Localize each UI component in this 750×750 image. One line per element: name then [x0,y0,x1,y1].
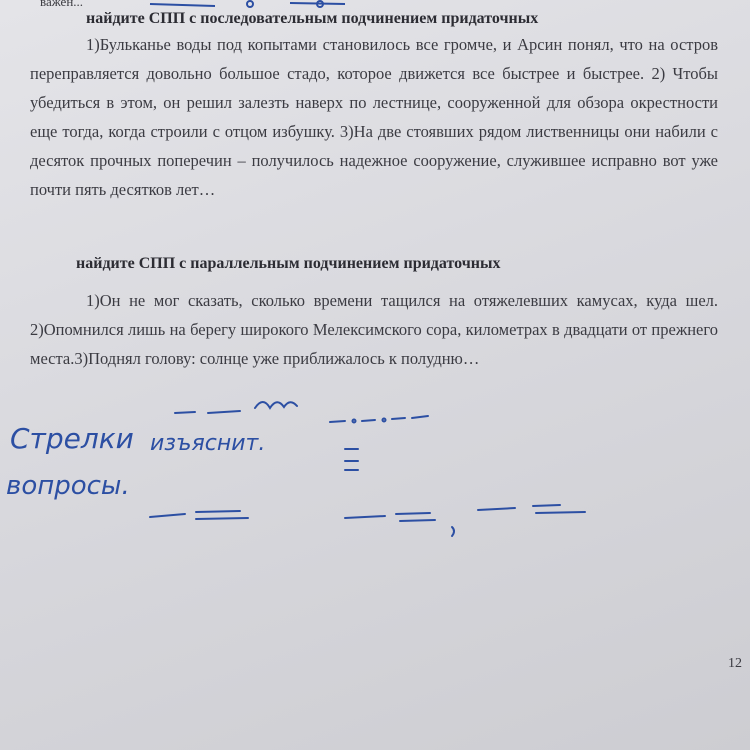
top-ink-marks [150,1,345,7]
handwriting-word-3: вопросы. [6,471,130,501]
section-2-heading: найдите СПП с параллельным подчинением придаточных [76,255,501,272]
scheme-marks [150,402,585,536]
section-1-heading: найдите СПП с последовательным подчинением придаточных [86,10,539,27]
handwriting-word-2: изъяснит. [150,431,266,456]
section-1-text: 1)Бульканье воды под копытами становилось все громче, и Арсин понял, что на остров переправляется довольно большое стадо, которое движется все быстрее и быстрее. 2) Чтобы убедиться в этом, он решил залезть наверх по лестнице, сооруженной для обзора окрестности еще тогда, когда строили с отцом избушку. 3)На две стоявших рядом лиственницы они набили с десяток прочных поперечин – получилось надежное сооружение, служившее исправно вот уже почти пять десятков лет… [30,35,718,199]
section-2-text: 1)Он не мог сказать, сколько времени тащился на отяжелевших камусах, куда шел. 2)Опомнился лишь на берегу широкого Мелексимского сора, километрах в двадцати от прежнего места.3)Поднял голову: солнце уже приближалось к полудню… [30,291,718,368]
page-number: 12 [728,656,742,671]
handwriting-word-1: Стрелки [10,422,134,455]
cut-off-top-text: важен... [40,0,84,9]
